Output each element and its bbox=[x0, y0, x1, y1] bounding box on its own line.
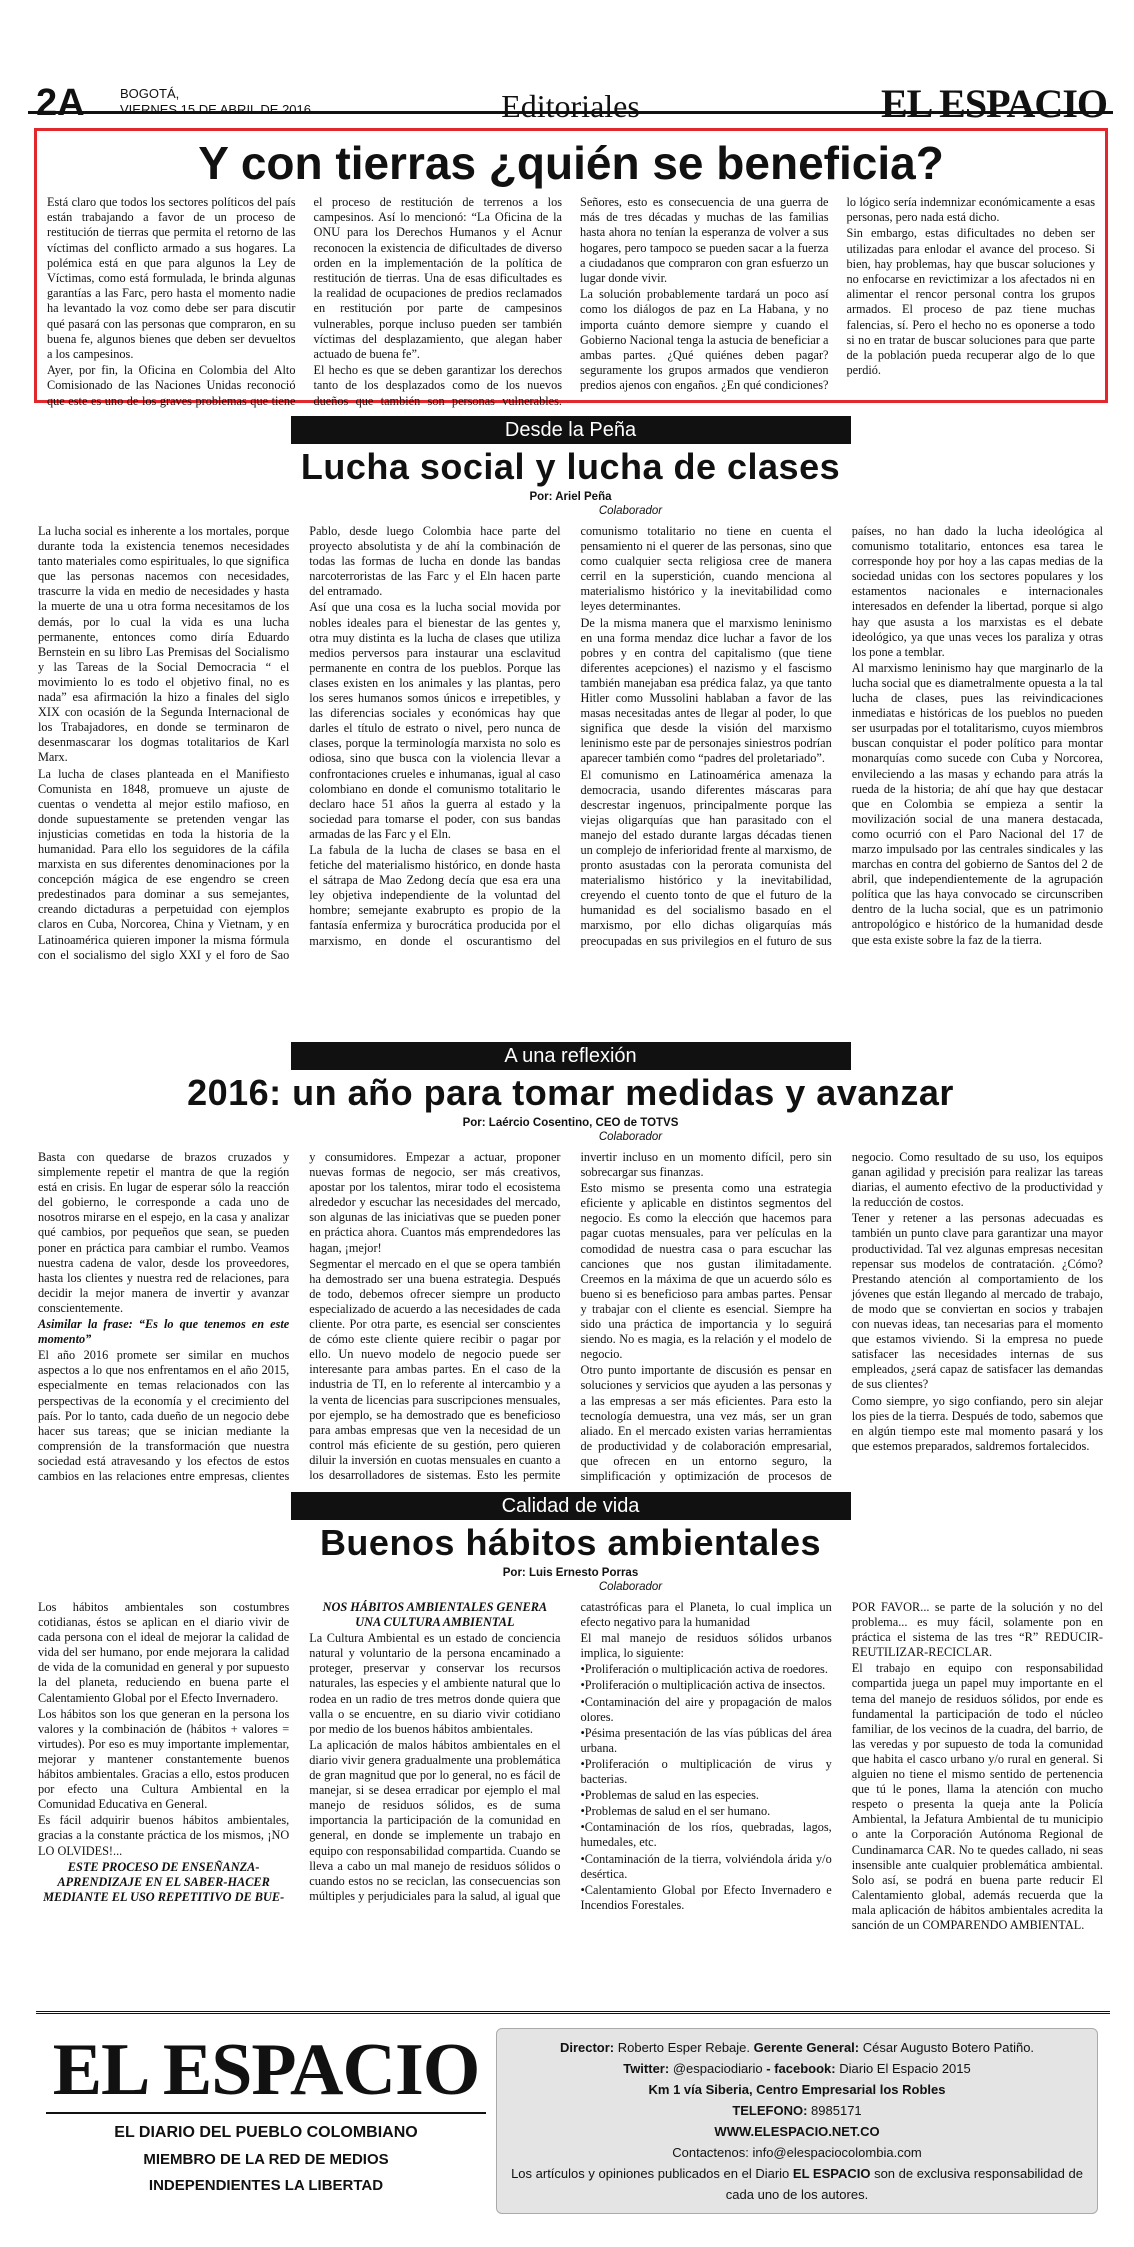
editorial-paragraph: Está claro que todos los sectores políticos del país están trabajando a favor de un proceso de restitución de tierras que permita el retorno de las víctimas del conflicto armado a sus hogares. La polémica está en que para algunos la Ley de Víctimas, como está formulada, le brinda algunas garantías a las Farc, pero hasta el momento nadie ha levantado la voz como debe ser para discutir qué pasará con las personas que compraron, en su buena fe, algunos bienes que deben ser devueltos a los campesinos. bbox=[47, 195, 296, 362]
article-paragraph: Otro punto importante de discusión es pensar en soluciones y servicios que ayuden a las personas y a las empresas a ser más eficientes. Para esto la tecnología demuestra, una vez más, ser un gran aliado. En el mercado existen varias herramientas de productividad y de colaboración empresarial, que ofrecen en un entorno seguro, la simplificación y optimización de procesos de negocio. Como resultado de su uso, los equipos ganan agilidad y precisión para realizar las tareas diarias, el aumento efectivo de la productividad y la reducción de costos. bbox=[580, 1150, 1103, 1483]
list-item: •Contaminación del aire y propagación de malos olores. bbox=[580, 1694, 832, 1724]
footer bbox=[36, 2011, 1110, 2221]
page-number: 2A bbox=[36, 82, 85, 124]
list-item: •Proliferación o multiplicación activa de roedores. bbox=[580, 1662, 828, 1677]
credits-contact: Contactenos: info@elespaciocolombia.com bbox=[672, 2145, 922, 2160]
list-item: •Pésima presentación de las vías públicas del área urbana. bbox=[580, 1725, 832, 1755]
credits-address: Km 1 vía Siberia, Centro Empresarial los Robles bbox=[648, 2082, 946, 2097]
article-paragraph: La fabula de la lucha de clases se basa en el fetiche del materialismo histórico, en donde hasta el sátrapa de Mao Zedong decía que esa era una ley objetiva independiente de la voluntad del hombre; semejante exabrupto es propio de la fantasía enfermiza y burocrática producida por el marxismo, en donde el oscurantismo del comunismo totalitario no tiene en cuenta el pensamiento ni el querer de las personas, sino que como cualquier secta religiosa cree de manera cerril en la superstición, cuando menciona al materialismo histórico y la inevitabilidad como leyes determinantes. bbox=[309, 524, 832, 948]
list-item: •Contaminación de los ríos, quebradas, lagos, humedales, etc. bbox=[580, 1820, 832, 1850]
callout-text: NOS HÁBITOS AMBIENTALES GENERA UNA CULTURA AMBIENTAL bbox=[322, 1600, 548, 1630]
article-title: 2016: un año para tomar medidas y avanzar bbox=[187, 1072, 954, 1113]
footer-member-line: INDEPENDIENTES LA LIBERTAD bbox=[148, 2177, 384, 2194]
article-paragraph: El mal manejo de residuos sólidos urbanos implica, lo siguiente: bbox=[580, 1631, 832, 1661]
article-paragraph: Tener y retener a las personas adecuadas es también un punto clave para garantizar una mayor productividad. Tal vez algunas empresas necesitan repensar sus modelos de contratación. ¿Cómo? Prestando atención al comportamiento de los jóvenes que están llegando al mercado de trabajo, de modo que se conviertan en socios y trabajen con nuevas ideas, tan necesarias para el momento que estamos viviendo. Si la empresa no puede satisfacer las necesidades internas de sus empleados, ¿será capaz de satisfacer las demandas de sus clientes? bbox=[851, 1211, 1103, 1392]
article-lucha-social bbox=[28, 416, 1113, 1028]
credits-phone: TELEFONO: 8985171 bbox=[732, 2103, 862, 2118]
article-paragraph: El trabajo en equipo con responsabilidad compartida juega un papel muy importante en el tema del manejo de residuos sólidos, por ende es fundamental la participación de todo el núcleo familiar, de los vecinos de la cuadra, del barrio, de las veredas y por supuesto de toda la comunidad que habita el casco urbano y/o rural en general. Si alguien no tiene el mismo sentido de pertenencia que tú le pones, llama la atención con mucho respeto o presenta la queja ante la Policía Ambiental, la Jefatura Ambiental de tu municipio o ante la Corporación Autónoma Regional de Cundinamarca CAR. No te quedes callado, ni seas insensible ante cualquier problemática ambiental. Solo así, se podrá en buena parte reducir El Calentamiento global, además recuerda que la mala aplicación de hábitos ambientales acredita la sanción de un COMPARENDO AMBIENTAL. bbox=[851, 1661, 1103, 1932]
article-habitos bbox=[28, 1492, 1113, 2002]
author: Por: Luis Ernesto Porras bbox=[502, 1567, 639, 1579]
column-kicker: Desde la Peña bbox=[291, 416, 851, 444]
credits-social: Twitter: @espaciodiario - facebook: Diario El Espacio 2015 bbox=[623, 2061, 971, 2076]
list-item: •Proliferación o multiplicación de virus y bacterias. bbox=[580, 1756, 832, 1787]
article-title: Buenos hábitos ambientales bbox=[319, 1522, 822, 1563]
list-item: •Problemas de salud en las especies. bbox=[580, 1788, 759, 1803]
footer-tagline: EL DIARIO DEL PUEBLO COLOMBIANO bbox=[114, 2124, 418, 2141]
phone-number: 8985171 bbox=[811, 2103, 862, 2118]
article-paragraph: La lucha social es inherente a los mortales, porque durante toda la existencia tenemos necesidades tanto materiales como espirituales, lo que significa que las personas nacemos con necesidades, trascurre la vida en medio de necesidades y hasta la muerte de una u otra forma necesitamos de los demás, por lo cual la vida es una lucha permanente, entonces como diría Eduardo Bernstein en su libro Las Premisas del Socialismo y las Tareas de la Social Democracia “ el movimiento lo es todo el objetivo final, no es nada” esa afirmación la hizo a finales del siglo XIX con ocasión de la Segunda Internacional de los Trabajadores, en donde se terminaron de desenmascarar los dogmas totalitarios de Karl Marx. bbox=[38, 524, 290, 765]
editorial-body bbox=[47, 195, 1095, 409]
article-paragraph: La aplicación de malos hábitos ambientales en el diario vivir genera gradualmente una problemática de gran magnitud que por lo general, no es fácil de manejar, si se desea erradicar por ejemplo el mal manejo de residuos sólidos, es de suma importancia la participación de la comunidad en general, en donde se implemente un trabajo en equipo con responsabilidad compartida. Cuando se lleva a cabo un mal manejo de residuos sólidos o cuando estos no se reciclan, las consecuencias son múltiples y perjudiciales para la salud, al igual que catastróficas para el Planeta, lo cual implica un efecto negativo para la humanidad bbox=[309, 1600, 832, 1903]
editorial-paragraph: Sin embargo, estas dificultades no deben ser utilizadas para enlodar el avance del proceso. Si bien, hay problemas, hay que buscar soluciones y no enfocarse en revictimizar a los afectados ni en alimentar el rencor personal contra los grupos armados. El proceso de paz tiene muchas falencias, sí. Pero el hecho no es oponerse a todo si no en tratar de buscar soluciones para que parte de la población pueda recuperar algo de lo que perdió. bbox=[846, 226, 1095, 378]
credits-staff: Director: Roberto Esper Rebaje. Gerente General: César Augusto Botero Patiño. bbox=[559, 2040, 1035, 2055]
newspaper-page bbox=[28, 18, 1113, 2228]
masthead bbox=[28, 18, 1113, 126]
author-role: Colaborador bbox=[598, 1131, 663, 1143]
article-subhead: Asimilar la frase: “Es lo que tenemos en este momento” bbox=[38, 1317, 290, 1347]
author-role: Colaborador bbox=[598, 505, 663, 517]
twitter-handle[interactable]: @espaciodiario bbox=[672, 2061, 763, 2076]
article-paragraph: De la misma manera que el marxismo leninismo en una forma mendaz dice luchar a favor de los pobres y en contra del capitalismo (que tiene diferentes acepciones) el nazismo y el fascismo también manejaban esa prédica falaz, ya que tanto Hitler como Mussolini hablaban a favor de las masas necesitadas antes de llegar al poder, lo que significa que desde la visión del marxismo leninismo este par de personajes siniestros podrían aparecer también como “padres del proletariado”. bbox=[580, 615, 832, 766]
article-paragraph: Al marxismo leninismo hay que marginarlo de la lucha social que es diametralmente opuesta a la tal lucha de clases, pues las reivindicaciones inmediatas e históricas de los pueblos no pueden ser usurpadas por el totalitarismo, cuyos miembros buscan conquistar el poder político para montar monarquías como sucede con Cuba y Norcorea, envileciendo a las masas y echando para atrás la rueda de la historia; de ahí que hay que destacar que en Colombia se empieza a sentir la movilización social de una manera destacada, como ocurrió con el Paro Nacional del 17 de marzo impulsado por las centrales sindicales y las marchas en contra del gobierno de Santos del 2 de abril, que independientemente de la agrupación política que las haya convocado se circunscriben dentro de la lucha social, que es un patrimonio antropológico e histórico de la humanidad desde que esta existe sobre la faz de la tierra. bbox=[851, 660, 1103, 947]
credits-box bbox=[496, 2028, 1098, 2214]
article-paragraph: La lucha de clases planteada en el Manifiesto Comunista en 1848, promueve un ajuste de cuentas o vendetta al mejor estilo mafioso, en donde supuestamente se pretenden vengar las injusticias cometidas en toda la historia de la humanidad. Para ello los seguidores de la cáfila marxista en sus diferentes denominaciones por la concepción mágica de ese engendro se creen predestinados para dominar a sus semejantes, creando dictaduras a perpetuidad con ejemplos claros en Cuba, Norcorea, China y Vietnam, y en Latinoamérica quieren imponer la misma fórmula con el socialismo del siglo XXI y el foro de Sao Pablo, desde luego Colombia hace parte del proyecto absolutista y de ahí la combinación de todas las formas de lucha en donde las bandas narcoterroristas de las Farc y el Eln hacen parte del entramado. bbox=[38, 524, 561, 962]
byline bbox=[28, 1566, 1113, 1594]
list-item: •Contaminación de la tierra, volviéndola árida y/o desértica. bbox=[580, 1851, 832, 1881]
list-item: •Calentamiento Global por Efecto Invernadero e Incendios Forestales. bbox=[580, 1882, 832, 1912]
editorial-title: Y con tierras ¿quién se beneficia? bbox=[198, 137, 944, 189]
footer-logo: EL ESPACIO bbox=[46, 2028, 486, 2114]
article-paragraph: Los hábitos ambientales son costumbres cotidianas, éstos se aplican en el diario vivir de cada persona con el ideal de mejorar la calidad de vida del ser humano, por ende mejorara la calidad de vida de la comunidad en general y por supuesto la del planeta, reduciendo en buena parte el Calentamiento Global por el Efecto Invernadero. bbox=[38, 1600, 290, 1705]
manager-name: César Augusto Botero Patiño. bbox=[862, 2040, 1035, 2055]
article-paragraph: Segmentar el mercado en el que se opera también ha demostrado ser una buena estrategia. Después de todo, debemos ofrecer siempre un producto especializado de acuerdo a las necesidades de cada cliente. Por otra parte, es esencial ser conscientes de cómo este cliente quiere recibir o pagar por ello. Un nuevo modelo de negocio puede ser interesante para ambas partes. En el caso de la industria de TI, en lo referente al intercambio y a la venta de licencias para suscripciones mensuales, por ejemplo, se ha demostrado que es beneficioso para ambas empresas que ven la necesidad de un control más eficiente de su gestión, pero quieren diluir la inversión en cuotas mensuales en cuanto a los desarrolladores de sistemas. Esto les permite invertir incluso en un momento difícil, pero sin sobrecargar sus finanzas. bbox=[309, 1150, 832, 1482]
website-link[interactable]: WWW.ELESPACIO.NET.CO bbox=[714, 2124, 880, 2139]
list-item: •Proliferación o multiplicación activa de insectos. bbox=[580, 1678, 826, 1693]
article-paragraph: Los hábitos son los que generan en la persona los valores y la combinación de (hábitos + valores = virtudes). Por eso es muy importante implementar, mejorar y mantener constantemente buenos hábitos ambientales. Gracias a ello, estos producen por efecto una Cultura Ambiental en la Comunidad Educativa en General. bbox=[38, 1706, 290, 1812]
author: Por: Ariel Peña bbox=[529, 491, 612, 503]
column-kicker: A una reflexión bbox=[291, 1042, 851, 1070]
article-paragraph: El año 2016 promete ser similar en muchos aspectos a lo que nos enfrentamos en el año 2015, especialmente en temas relacionados con las perspectivas de la economía y el crecimiento del país. Por lo tanto, cada dueño de un negocio debe hacer sus tareas; que se inician mediante la comprensión de la transformación que nuestra sociedad está atravesando y los efectos de estos cambios en las relaciones entre empresas, clientes y consumidores. Empezar a actuar, proponer nuevas formas de negocio, ser más creativos, apostar por los talentos, mirar todo el ecosistema alrededor y escuchar las necesidades del mercado, son algunas de las iniciativas que se pueden poner en práctica ahora. Cuantos más emprendedores las hagan, ¡mejor! bbox=[38, 1150, 561, 1483]
article-body bbox=[28, 1150, 1113, 1500]
contact-email[interactable]: info@elespaciocolombia.com bbox=[752, 2145, 922, 2160]
facebook-page[interactable]: Diario El Espacio 2015 bbox=[839, 2061, 971, 2076]
article-paragraph: El comunismo en Latinoamérica amenaza la democracia, usando diferentes máscaras para descrestar ingenuos, principalmente porque las viejas oligarquías que han parasitado con el manejo del estado durante largas décadas tienen un complejo de inferioridad frente al marxismo, de pronto asustadas con la perorata comunista del materialismo histórico y la inevitabilidad, creyendo el cuento tonto de que el futuro de la humanidad es del socialismo basado en el marxismo, por ello dichas oligarquías más preocupadas en sus privilegios en el futuro de sus países, no han dado la lucha ideológica al comunismo totalitario, entonces esa tarea le corresponde hoy por hoy a las capas medias de la sociedad unidas con los sectores populares y los estamentos nacionales e internacionales interesados en defender la libertad, porque si algo hay que asusta a los marxistas es el debate ideológico, ya que unas veces los paraliza y otras los pone a temblar. bbox=[580, 524, 1103, 948]
article-paragraph: La Cultura Ambiental es un estado de conciencia natural y voluntario de la persona encaminado a proteger, preservar y conservar los recursos naturales, las especies y el ambiente natural que lo rodea en un radio de tres metros donde quiera que valla o se encuentre, en su diario vivir cotidiano por medio de los buenos hábitos ambientales. bbox=[309, 1631, 561, 1736]
article-title: Lucha social y lucha de clases bbox=[300, 446, 841, 487]
editorial-paragraph: Ayer, por fin, la Oficina en Colombia del Alto Comisionado de las Naciones Unidas reconoció que este es uno de los graves problemas que tiene el proceso de restitución de terrenos a los campesinos. Así lo mencionó: “La Oficina de la ONU para los Derechos Humanos y el Acnur reconocen la existencia de dificultades de diverso orden en la implementación de la política de restitución de tierras. Una de esas dificultades es la realidad de ocupaciones de predios reclamados en restitución por parte de campesinos vulnerables, porque incluso pueden ser también víctimas del desplazamiento, que alegan haber actuado de buena fe”. bbox=[47, 195, 562, 408]
section-title: Editoriales bbox=[501, 88, 640, 124]
editorial-box bbox=[34, 128, 1108, 408]
author-role: Colaborador bbox=[598, 1581, 663, 1593]
article-body bbox=[28, 1600, 1113, 2020]
article-paragraph: Así que una cosa es la lucha social movida por nobles ideales para el bienestar de las gentes y, otra muy distinta es la lucha de clases que utiliza medios perversos para instaurar una esclavitud permanente en contra de los pueblos. Porque las clases existen en los animales y las plantas, pero los seres humanos somos únicos e irrepetibles, y las diferencias sociales y económicas hay que darles el título de estrato o nivel, pero nunca de clases, porque la terminología marxista no solo es odiosa, sino que busca con la violencia llevar a confrontaciones crueles e inhumanas, igual al caso colombiano en donde el comunismo totalitario le declaro hace 51 años la guerra al estado y la sociedad para tomarse el poder, con sus bandas armadas de las Farc y el Eln. bbox=[309, 600, 561, 841]
article-paragraph: Basta con quedarse de brazos cruzados y simplemente repetir el mantra de que la región está en crisis. En lugar de esperar sólo la reacción del gobierno, le corresponde a cada uno de nosotros mirarse en el espejo, en la casa y analizar qué cambios, por pequeños que sean, se pueden poner en práctica para cambiar el rumbo. Veamos nuestra cadena de valor, desde los proveedores, hasta los clientes y nuestra red de relaciones, para decidir la mejor manera de invertir y avanzar conscientemente. bbox=[38, 1150, 290, 1315]
article-paragraph: Esto mismo se presenta como una estrategia eficiente y aplicable en distintos segmentos del negocio. Es como la elección que hacemos para pagar cuotas mensuales, para ver películas en la comodidad de nuestra casa o para escuchar las canciones que nos gustan ilimitadamente. Creemos en la máxima de que un acuerdo sólo es bueno si es beneficioso para ambas partes. Pensar y trabajar con el cliente es esencial. Siempre ha sido una práctica de importancia y lo seguirá siendo. No es magia, es la relación y el modelo de negocio. bbox=[580, 1181, 832, 1362]
byline bbox=[28, 490, 1113, 518]
article-body bbox=[28, 524, 1113, 1044]
article-2016 bbox=[28, 1042, 1113, 1483]
article-paragraph: POR FAVOR... se parte de la solución y no del problema... es muy fácil, solamente pon en práctica el sistema de las tres “R” REDUCIR-REUTILIZAR-RECICLAR. bbox=[851, 1600, 1103, 1660]
article-paragraph: Es fácil adquirir buenos hábitos ambientales, gracias a la constante práctica de los mismos, ¡NO LO OLVIDES!... bbox=[38, 1813, 290, 1858]
editorial-paragraph: La solución probablemente tardará un poco así como los diálogos de paz en La Habana, y no importa cuánto demore siempre y cuando el Gobierno Nacional tenga la astucia de beneficiar a ambas partes. ¿Qué quiénes deben pagar? seguramente los grupos armados que vendieron predios ajenos con engaños. ¿En qué condiciones? lo lógico sería indemnizar económicamente a esas personas, pero nada está dicho. bbox=[580, 195, 1095, 393]
city: BOGOTÁ, bbox=[120, 86, 180, 101]
footer-brand-block bbox=[46, 2028, 486, 2196]
byline bbox=[28, 1116, 1113, 1144]
footer-member-line: MIEMBRO DE LA RED DE MEDIOS bbox=[143, 2151, 389, 2168]
newspaper-logo: EL ESPACIO bbox=[881, 81, 1107, 126]
issue-date: VIERNES 15 DE ABRIL DE 2016 bbox=[120, 102, 312, 117]
list-item: •Problemas de salud en el ser humano. bbox=[580, 1804, 771, 1819]
callout-text: ESTE PROCESO DE ENSEÑANZA-APRENDIZAJE EN EL SABER-HACER MEDIANTE EL USO REPETITIVO DE BUE- bbox=[43, 1859, 285, 1904]
disclaimer: Los artículos y opiniones publicados en el Diario EL ESPACIO son de exclusiva responsabilidad de cada uno de los autores. bbox=[511, 2166, 1083, 2202]
director-name: Roberto Esper Rebaje. bbox=[617, 2040, 751, 2055]
column-kicker: Calidad de vida bbox=[291, 1492, 851, 1520]
author: Por: Laércio Cosentino, CEO de TOTVS bbox=[462, 1117, 679, 1129]
article-paragraph: Como siempre, yo sigo confiando, pero sin alejar los pies de la tierra. Después de todo, sabemos que en algún tiempo este mal momento pasará y los que estemos preparados, saldremos fortalecidos. bbox=[851, 1393, 1103, 1453]
editorial-paragraph: El hecho es que se deben garantizar los derechos tanto de los desplazados como de los nuevos dueños que también son personas vulnerables. Señores, esto es consecuencia de una guerra de más de tres décadas y muchas de las familias hasta ahora no tenían la esperanza de volver a sus hogares, pero tampoco se pueden sacar a la fuerza a ciudadanos que compraron con gran esfuerzo un lugar donde vivir. bbox=[313, 195, 829, 408]
